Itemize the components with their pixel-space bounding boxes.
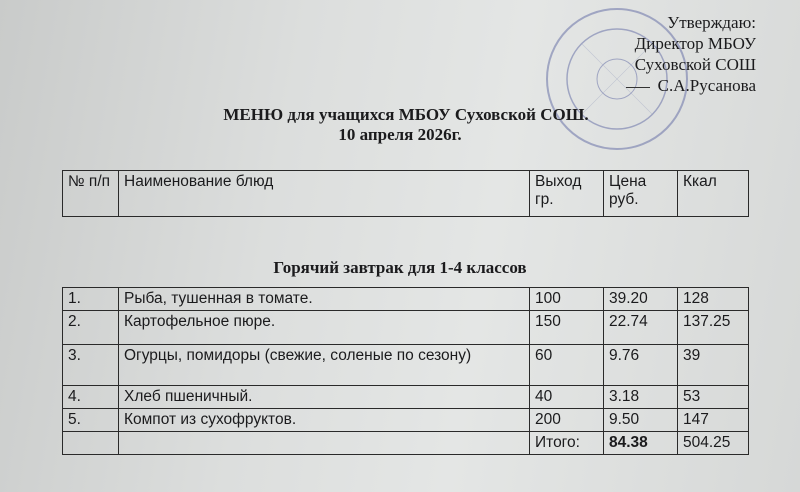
approval-line1: Утверждаю:	[667, 13, 756, 32]
row-num: 5.	[63, 409, 119, 432]
table-row	[63, 345, 749, 386]
header-row	[63, 171, 749, 217]
section-title: Горячий завтрак для 1-4 классов	[273, 258, 527, 277]
row-kcal: 39	[678, 345, 749, 386]
row-weight: 100	[530, 288, 604, 311]
menu-table	[62, 287, 749, 455]
approval-line4: С.А.Русанова	[657, 76, 756, 95]
row-name: Картофельное пюре.	[119, 311, 530, 345]
row-price: 22.74	[604, 311, 678, 345]
table-row	[63, 311, 749, 345]
row-name: Компот из сухофруктов.	[119, 409, 530, 432]
header-price: Цена руб.	[604, 171, 678, 217]
table-row	[63, 288, 749, 311]
signature-line	[626, 87, 650, 88]
approval-line2: Директор МБОУ	[634, 34, 756, 53]
row-price: 3.18	[604, 386, 678, 409]
row-name: Рыба, тушенная в томате.	[119, 288, 530, 311]
row-name: Хлеб пшеничный.	[119, 386, 530, 409]
approval-line3: Суховской СОШ	[634, 55, 756, 74]
row-num: 1.	[63, 288, 119, 311]
total-label: Итого:	[530, 432, 604, 455]
menu-title: МЕНЮ для учащихся МБОУ Суховской СОШ.	[223, 105, 589, 124]
row-num: 4.	[63, 386, 119, 409]
row-num: 3.	[63, 345, 119, 386]
total-price: 84.38	[604, 432, 678, 455]
row-kcal: 53	[678, 386, 749, 409]
row-weight: 200	[530, 409, 604, 432]
row-price: 9.76	[604, 345, 678, 386]
approval-block	[626, 12, 756, 96]
total-empty-num	[63, 432, 119, 455]
header-name: Наименование блюд	[119, 171, 530, 217]
table-row	[63, 386, 749, 409]
total-empty-name	[119, 432, 530, 455]
row-kcal: 128	[678, 288, 749, 311]
table-row	[63, 409, 749, 432]
row-price: 39.20	[604, 288, 678, 311]
header-kcal: Ккал	[678, 171, 749, 217]
total-kcal: 504.25	[678, 432, 749, 455]
header-weight: Выход гр.	[530, 171, 604, 217]
row-kcal: 147	[678, 409, 749, 432]
row-price: 9.50	[604, 409, 678, 432]
row-weight: 40	[530, 386, 604, 409]
approval-signature	[626, 75, 756, 96]
header-num: № п/п	[63, 171, 119, 217]
row-kcal: 137.25	[678, 311, 749, 345]
row-weight: 60	[530, 345, 604, 386]
row-name: Огурцы, помидоры (свежие, соленые по сезону)	[119, 345, 530, 386]
row-weight: 150	[530, 311, 604, 345]
menu-header-table	[62, 170, 749, 217]
row-num: 2.	[63, 311, 119, 345]
menu-date: 10 апреля 2026г.	[338, 125, 462, 144]
total-row	[63, 432, 749, 455]
